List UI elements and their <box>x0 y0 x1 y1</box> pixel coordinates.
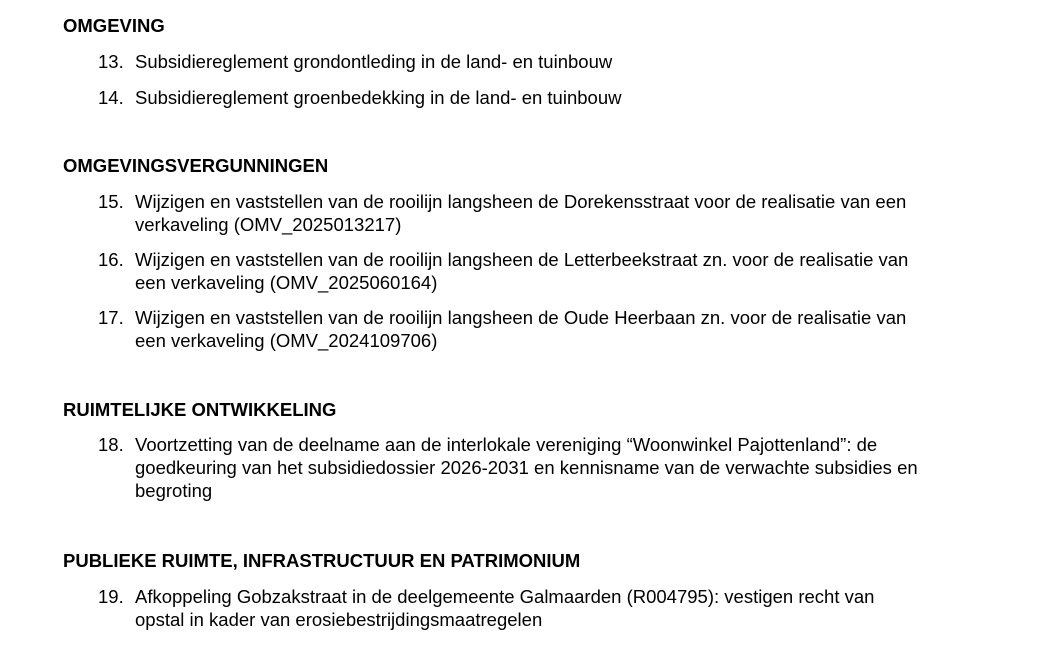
section-heading-omgeving: OMGEVING <box>63 15 165 36</box>
agenda-item-number: 19. <box>98 586 124 607</box>
agenda-item-number: 17. <box>98 307 124 328</box>
agenda-item-text: Subsidiereglement grondontleding in de land- en tuinbouw <box>135 51 613 72</box>
agenda-item-text: Afkoppeling Gobzakstraat in de deelgemeente Galmaarden (R004795): vestigen recht van opstal in kader van erosiebestrijdingsmaatregelen <box>135 586 875 630</box>
agenda-item-text: Wijzigen en vaststellen van de rooilijn langsheen de Letterbeekstraat zn. voor de realisatie van een verkaveling (OMV_2025060164) <box>135 249 909 293</box>
agenda-item-text: Wijzigen en vaststellen van de rooilijn langsheen de Oude Heerbaan zn. voor de realisatie van een verkaveling (OMV_2024109706) <box>135 307 907 351</box>
agenda-item-text: Subsidiereglement groenbedekking in de land- en tuinbouw <box>135 87 622 108</box>
section-heading-ruimtelijke-ontwikkeling: RUIMTELIJKE ONTWIKKELING <box>63 399 337 420</box>
agenda-item-text: Wijzigen en vaststellen van de rooilijn langsheen de Dorekensstraat voor de realisatie van een verkaveling (OMV_2025013217) <box>135 191 907 235</box>
agenda-item-text: Voortzetting van de deelname aan de interlokale vereniging “Woonwinkel Pajottenland”: de goedkeuring van het subsidiedossier 2026-2031 en kennisname van de verwachte subsidies en begroting <box>135 434 918 501</box>
section-heading-publieke-ruimte: PUBLIEKE RUIMTE, INFRASTRUCTUUR EN PATRIMONIUM <box>63 550 581 571</box>
agenda-item-number: 13. <box>98 51 124 72</box>
section-heading-omgevingsvergunningen: OMGEVINGSVERGUNNINGEN <box>63 155 329 176</box>
agenda-item-number: 16. <box>98 249 124 270</box>
agenda-item-number: 15. <box>98 191 124 212</box>
agenda-item-number: 18. <box>98 434 124 455</box>
agenda-item-number: 14. <box>98 87 124 108</box>
